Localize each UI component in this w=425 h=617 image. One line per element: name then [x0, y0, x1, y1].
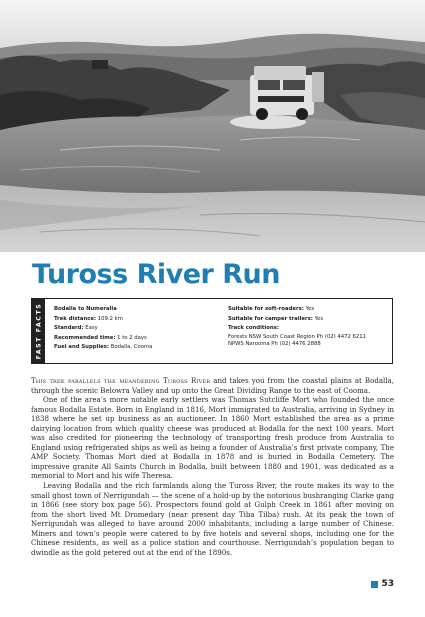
standard-label: Standard:: [54, 325, 84, 332]
page-title: Tuross River Run: [32, 259, 280, 290]
standard-value: Easy: [85, 325, 98, 332]
camper-trailers-value: Yes: [314, 315, 324, 322]
paragraph-2: One of the area’s more notable early settlers was Thomas Sutcliffe Mort who founded the once famous Bodalla Estate. Born in England in 1816, Mort immigrated to Australia, arriving in Sydney in 1838 where he set up business as an auctioneer. In 1860 Mort established the area as a prime dairying location from which quality cheese was produced at Bodalla for the next 100 years. Mort was also credited for pioneering the technology of transporting fresh produce from Australia to England using refrigerated ships as well as being a founder of Australia’s first private company, The AMP Society. Thomas Mort died at Bodalla in 1878 and is buried in Bodalla Cemetery. The impressive granite All Saints Church in Bodalla, built between 1880 and 1901, was dedicated as a memorial to Mort and his wife Theresa.: [31, 395, 394, 481]
trek-distance-label: Trek distance:: [54, 315, 97, 322]
fast-facts-box: [31, 298, 393, 364]
fast-facts-tab: [32, 299, 45, 363]
recommended-time-label: Recommended time:: [54, 334, 116, 341]
paragraph-3: Leaving Bodalla and the rich farmlands along the Tuross River, the route makes its way to the small ghost town of Nerrigundah — the scene of a hold-up by the notorious bushranging Clarke gang in 1866 (see story box page 56). Prospectors found gold at Gulph Creek in 1861 after moving on from the short lived Mt Dromedary (near present day Tiba Tilba) rush. At its peak the town of Nerrigundah was alleged to have around 2000 inhabitants, including a large number of Chinese. Miners and town’s people were catered to by five hotels and several shops, including one for the Chinese residents, as well as a police station and courthouse. Nerrigundah’s population began to dwindle as the gold petered out at the end of the 1890s.: [31, 481, 394, 557]
paragraph-1-lead: This trek parallels the meandering Tuross River: [31, 376, 211, 385]
contact-npws: NPWS Narooma Ph (02) 4476 2888: [228, 341, 321, 348]
recommended-time-value: 1 to 2 days: [117, 334, 147, 341]
page-number-value: 53: [381, 579, 394, 589]
camper-trailers-label: Suitable for camper trailers:: [228, 315, 313, 322]
track-conditions-label: Track conditions:: [228, 325, 279, 332]
soft-roaders-label: Suitable for soft-roaders:: [228, 306, 304, 312]
fast-facts-left-column: [54, 305, 234, 353]
fast-facts-tab-label: FAST FACTS: [35, 302, 42, 360]
route: Bodalla to Numeralla: [54, 306, 117, 312]
fuel-label: Fuel and Supplies:: [54, 344, 110, 351]
trek-distance-value: 109.2 km: [97, 315, 123, 322]
page-number-marker-icon: [371, 581, 378, 588]
river-crossing-photo: [0, 0, 425, 252]
fuel-value: Bodalla, Cooma: [110, 344, 153, 351]
fast-facts-right-column: [228, 305, 390, 349]
contact-forests-nsw: Forests NSW South Coast Region Ph (02) 4472 6211: [228, 333, 366, 340]
four-wheel-drive-vehicle: [250, 66, 324, 120]
soft-roaders-value: Yes: [305, 306, 315, 312]
paragraph-1-text: and takes you from the coastal plains at Bodalla, through the scenic Belowra Valley and up onto the Great Dividing Range to the east of Cooma.: [31, 376, 394, 395]
paragraph-1: [31, 376, 394, 395]
article-body: [31, 376, 394, 557]
page-number: [371, 579, 394, 589]
